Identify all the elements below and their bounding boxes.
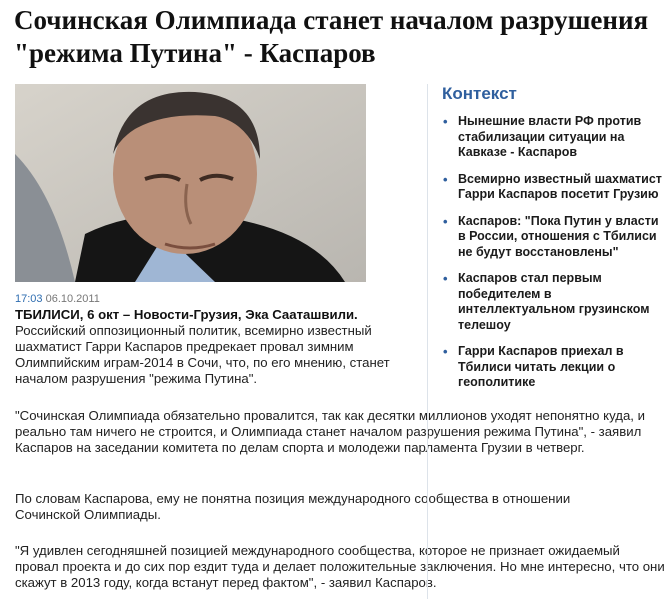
sidebar-title: Контекст [442,84,517,103]
context-link-text[interactable]: Каспаров стал первым победителем в интеллектуальном грузинском телешоу [458,271,650,332]
article-meta [15,293,100,306]
context-sidebar [427,84,664,599]
context-link[interactable] [438,114,664,161]
article-paragraph: "Я удивлен сегодняшней позицией международного сообщества, которое не признает ожидаемый провал проекта и до сих пор ездит туда и делает положительные заключения. Но мне интересно, что они скажут в 2013 году, когда встанут перед фактом", - заявил Каспаров. [15,543,665,590]
article-dateline: ТБИЛИСИ, 6 окт – Новости-Грузия, Эка Сааташвили. [15,307,358,322]
bullet-icon: • [443,344,448,359]
context-list [438,114,664,402]
article-date: 06.10.2011 [45,293,100,305]
context-link-text[interactable]: Гарри Каспаров приехал в Тбилиси читать лекции о геополитике [458,344,624,389]
portrait-illustration [15,84,366,282]
context-link-text[interactable]: Всемирно известный шахматист Гарри Каспаров посетит Грузию [458,171,662,201]
bullet-icon: • [443,171,448,187]
context-link[interactable] [438,214,664,261]
article-paragraph: "Сочинская Олимпиада обязательно провалится, так как десятки миллионов уходят непонятно куда, и реально там ничего не строится, и Олимпиада станет началом разрушения режима Путина", - заявил Каспаров на заседании комитета по делам спорта и молодежи парламента Грузии в четверг. [15,408,645,455]
bullet-icon: • [443,271,448,286]
article-photo [15,84,366,282]
article-lead [15,307,395,387]
context-link[interactable] [438,172,664,203]
context-link[interactable] [438,271,664,333]
context-link-text[interactable]: Каспаров: "Пока Путин у власти в России, отношения с Тбилиси не будут восстановлены" [458,213,659,259]
article-time: 17:03 [15,293,43,305]
bullet-icon: • [443,114,448,129]
context-link-text[interactable]: Нынешние власти РФ против стабилизации ситуации на Кавказе - Каспаров [458,114,642,159]
article-paragraph: По словам Каспарова, ему не понятна позиция международного сообщества в отношении Сочинской Олимпиады. [15,491,571,522]
context-link[interactable] [438,344,664,391]
bullet-icon: • [443,213,448,229]
article-title: Сочинская Олимпиада станет началом разрушения "режима Путина" - Каспаров [14,5,649,68]
article-lead-text: Российский оппозиционный политик, всемирно известный шахматист Гарри Каспаров предрекает провал зимним Олимпийским играм-2014 в Сочи, что, по его мнению, станет началом разрушения "режима Путина". [15,323,390,386]
